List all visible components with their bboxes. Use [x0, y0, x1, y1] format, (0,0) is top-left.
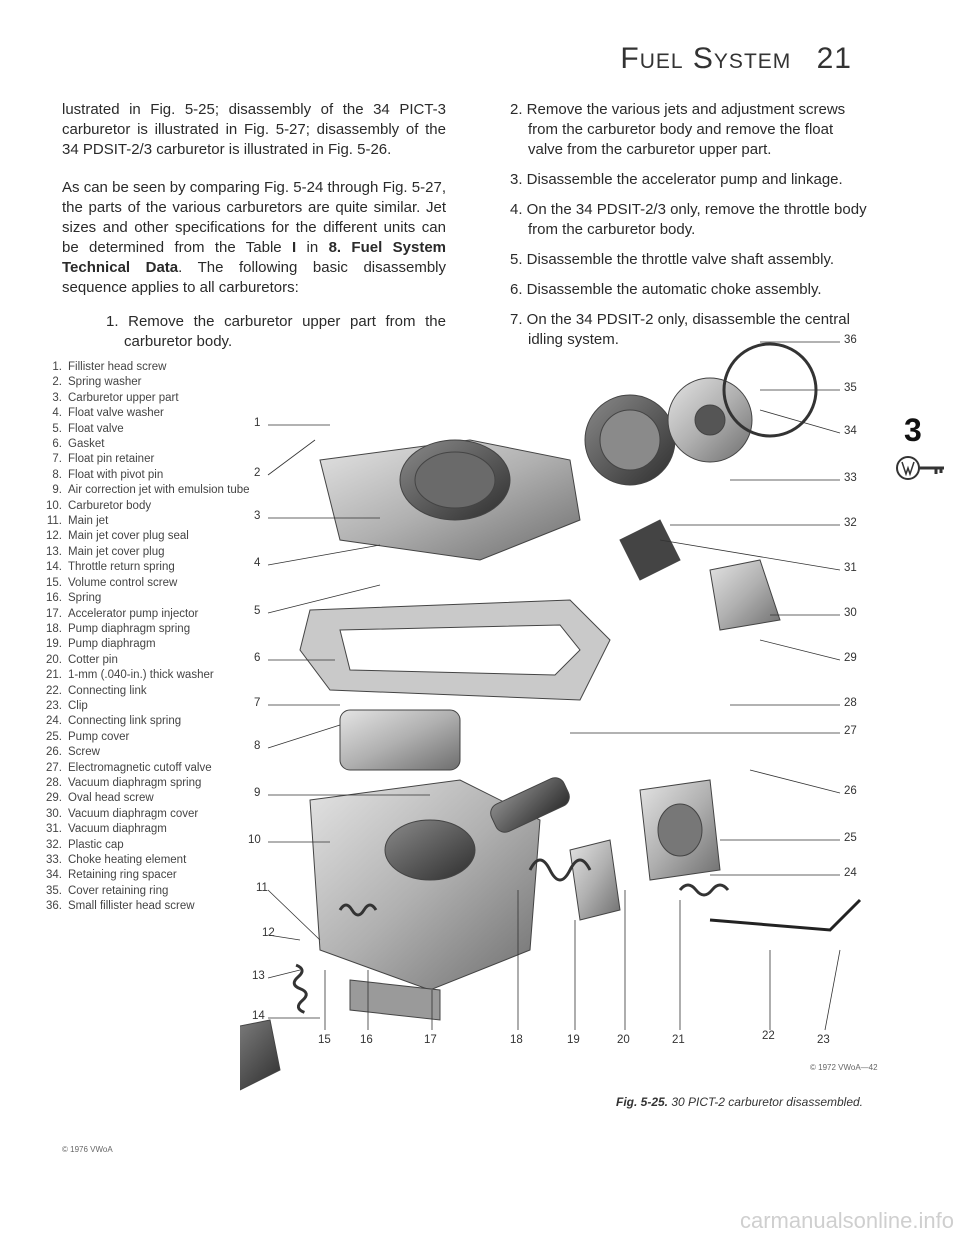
- legend-item-number: 6.: [52, 438, 62, 451]
- legend-item-label: Screw: [68, 746, 100, 759]
- legend-item-label: Accelerator pump injector: [68, 607, 199, 620]
- callout-6: 6: [254, 652, 261, 664]
- legend-item-number: 18.: [46, 622, 62, 635]
- callout-1: 1: [254, 417, 261, 429]
- callout-36: 36: [844, 334, 857, 346]
- table-reference: I: [291, 239, 297, 256]
- legend-item-number: 22.: [46, 684, 62, 697]
- legend-item-label: Float with pivot pin: [68, 468, 164, 481]
- legend-item: [40, 514, 250, 529]
- callout-18: 18: [510, 1034, 523, 1046]
- left-column: [62, 100, 446, 366]
- legend-item-label: Main jet: [68, 515, 109, 528]
- callout-24: 24: [844, 867, 857, 879]
- legend-item-label: Electromagnetic cutoff valve: [68, 761, 212, 774]
- legend-item-number: 10.: [46, 499, 62, 512]
- legend-item-label: Volume control screw: [68, 576, 178, 589]
- legend-item-label: Choke heating element: [68, 854, 187, 866]
- callout-34: 34: [844, 425, 857, 437]
- section-tab: [896, 412, 946, 492]
- legend-item: [40, 899, 250, 914]
- legend-item-number: 3.: [52, 391, 62, 404]
- page-number: 21: [816, 42, 852, 75]
- callout-8: 8: [254, 740, 261, 752]
- legend-item-label: Spring: [68, 592, 102, 605]
- legend-item: [40, 499, 250, 514]
- legend-item-number: 30.: [46, 807, 62, 820]
- legend-item: [40, 545, 250, 560]
- legend-item-label: Cotter pin: [68, 653, 118, 666]
- legend-item-number: 26.: [46, 746, 62, 759]
- legend-item-label: Vacuum diaphragm cover: [68, 807, 199, 820]
- legend-item: [40, 868, 250, 883]
- legend-item-label: Carburetor upper part: [68, 391, 179, 404]
- legend-item: [40, 791, 250, 806]
- legend-item: [40, 653, 250, 668]
- section-tab-number: 3: [904, 412, 922, 448]
- legend-item-label: Spring washer: [68, 376, 142, 389]
- legend-item: [40, 714, 250, 729]
- parts-legend: [40, 360, 250, 915]
- parts-legend-list: [40, 360, 250, 915]
- section-reference: 8. Fuel System Technical Data: [62, 239, 446, 276]
- legend-item: [40, 745, 250, 760]
- legend-item-number: 8.: [52, 468, 62, 481]
- callout-30: 30: [844, 607, 857, 619]
- callout-27: 27: [844, 725, 857, 737]
- legend-item-label: Vacuum diaphragm: [68, 823, 167, 836]
- legend-item-label: Pump diaphragm: [68, 638, 156, 651]
- callout-22: 22: [762, 1030, 775, 1042]
- step-5: 5. Disassemble the throttle valve shaft assembly.: [510, 251, 835, 268]
- callout-10: 10: [248, 834, 261, 846]
- callout-26: 26: [844, 785, 857, 797]
- callout-4: 4: [254, 557, 261, 569]
- callout-11: 11: [256, 882, 268, 894]
- intro-paragraph: lustrated in Fig. 5-25; disassembly of the 34 PICT-3 carburetor is illustrated in Fig. 5-27; disassembly of the 34 PDSIT-2/3 carburetor is illustrated in Fig. 5-26.: [62, 101, 446, 158]
- legend-item: [40, 838, 250, 853]
- vacuum-diaphragm: [620, 520, 680, 580]
- legend-item-label: Cover retaining ring: [68, 884, 169, 897]
- legend-item-label: Float pin retainer: [68, 453, 155, 466]
- pump-diaphragm: [570, 840, 620, 920]
- legend-item-number: 28.: [46, 776, 62, 789]
- callout-19: 19: [567, 1034, 580, 1046]
- legend-item: [40, 684, 250, 699]
- callout-17: 17: [424, 1034, 437, 1046]
- step-1: 1. Remove the carburetor upper part from the carburetor body.: [106, 313, 446, 350]
- legend-item: [40, 730, 250, 745]
- callout-25: 25: [844, 832, 857, 844]
- legend-item: [40, 391, 250, 406]
- legend-item-number: 27.: [46, 761, 62, 774]
- legend-item: [40, 437, 250, 452]
- legend-item-label: Main jet cover plug seal: [68, 530, 189, 543]
- site-watermark: carmanualsonline.info: [739, 1208, 954, 1233]
- callout-3: 3: [254, 510, 261, 522]
- legend-item-number: 21.: [46, 669, 62, 682]
- legend-item-label: Main jet cover plug: [68, 545, 165, 558]
- right-column: [510, 100, 870, 360]
- throttle-lever: [240, 1020, 280, 1090]
- callout-14: 14: [252, 1010, 265, 1022]
- legend-item-label: Clip: [68, 699, 88, 712]
- legend-item-label: Plastic cap: [68, 838, 124, 851]
- legend-item-number: 20.: [46, 653, 62, 666]
- legend-item-number: 32.: [46, 838, 62, 851]
- callout-35: 35: [844, 382, 857, 394]
- exploded-diagram: [240, 330, 880, 1110]
- legend-item: [40, 406, 250, 421]
- callout-7: 7: [254, 697, 261, 709]
- legend-item-label: Connecting link spring: [68, 715, 182, 728]
- legend-item-label: Gasket: [68, 438, 105, 451]
- vacuum-diaphragm-cover: [710, 560, 780, 630]
- legend-item-number: 29.: [46, 792, 62, 805]
- legend-item-label: Connecting link: [68, 684, 147, 697]
- legend-item-number: 33.: [46, 854, 62, 866]
- callout-32: 32: [844, 517, 857, 529]
- legend-item-label: Carburetor body: [68, 499, 152, 512]
- callout-33: 33: [844, 472, 857, 484]
- legend-item: [40, 622, 250, 637]
- legend-item: [40, 591, 250, 606]
- vw-key-icon: [896, 450, 946, 490]
- connecting-link: [710, 900, 860, 930]
- callout-2: 2: [254, 467, 261, 479]
- legend-item-number: 34.: [46, 869, 62, 882]
- legend-item-number: 4.: [52, 407, 62, 420]
- legend-item-label: Float valve: [68, 422, 124, 435]
- legend-item-number: 25.: [46, 730, 62, 743]
- step-7: 7. On the 34 PDSIT-2 only, disassemble the central idling system.: [510, 311, 850, 348]
- legend-item: [40, 483, 250, 498]
- legend-item-label: Pump diaphragm spring: [68, 622, 191, 635]
- callout-31: 31: [844, 562, 857, 574]
- float: [340, 710, 460, 770]
- legend-item-number: 31.: [46, 823, 62, 836]
- callout-16: 16: [360, 1034, 373, 1046]
- legend-item-number: 7.: [52, 453, 62, 466]
- legend-item: [40, 452, 250, 467]
- legend-item-number: 16.: [46, 592, 62, 605]
- legend-item: [40, 807, 250, 822]
- step-4: 4. On the 34 PDSIT-2/3 only, remove the throttle body from the carburetor body.: [510, 201, 867, 238]
- legend-item-number: 19.: [46, 638, 62, 651]
- legend-item: [40, 637, 250, 652]
- legend-item-label: Float valve washer: [68, 407, 164, 420]
- step-2: 2. Remove the various jets and adjustment screws from the carburetor body and remove the float valve from the carburetor upper part.: [510, 101, 846, 158]
- legend-item-label: Oval head screw: [68, 792, 154, 805]
- legend-item-number: 35.: [46, 884, 62, 897]
- step-list: [510, 100, 870, 350]
- figure-copyright: © 1972 VWoA—42: [810, 1063, 878, 1072]
- callout-20: 20: [617, 1034, 630, 1046]
- legend-item-number: 15.: [46, 576, 62, 589]
- legend-item-number: 36.: [46, 900, 62, 913]
- legend-item: [40, 529, 250, 544]
- legend-item-number: 5.: [52, 422, 62, 435]
- legend-item: [40, 776, 250, 791]
- legend-item-number: 24.: [46, 715, 62, 728]
- legend-item: [40, 853, 250, 868]
- figure-caption-text: 30 PICT-2 carburetor disassembled.: [671, 1095, 864, 1109]
- section-title: Fuel System: [620, 42, 792, 75]
- legend-item-number: 1.: [52, 361, 62, 373]
- legend-item: [40, 468, 250, 483]
- figure-label: Fig. 5-25.: [616, 1095, 669, 1109]
- legend-item: [40, 360, 250, 375]
- legend-item: [40, 884, 250, 899]
- legend-item: [40, 422, 250, 437]
- legend-item-number: 17.: [46, 607, 62, 620]
- step-3: 3. Disassemble the accelerator pump and linkage.: [510, 171, 843, 188]
- legend-item-number: 14.: [46, 561, 62, 574]
- callout-15: 15: [318, 1034, 331, 1046]
- legend-item-label: Vacuum diaphragm spring: [68, 776, 202, 789]
- comparison-paragraph: As can be seen by comparing Fig. 5-24 through Fig. 5-27, the parts of the various carburetors are quite similar. Jet sizes and other specifications for the different units can be determined from the Table I in 8. Fuel System Technical Data. The following basic disassembly sequence applies to all carburetors:: [62, 179, 446, 296]
- callout-5: 5: [254, 605, 261, 617]
- callout-9: 9: [254, 787, 261, 799]
- legend-item-label: Air correction jet with emulsion tube: [68, 484, 250, 497]
- page-header: [620, 42, 852, 76]
- legend-item-number: 13.: [46, 545, 62, 558]
- figure-caption: [616, 1095, 863, 1109]
- carburetor-illustration: [240, 330, 880, 1110]
- legend-item: [40, 607, 250, 622]
- callout-28: 28: [844, 697, 857, 709]
- legend-item: [40, 560, 250, 575]
- legend-item-label: 1-mm (.040-in.) thick washer: [68, 669, 214, 682]
- callout-13: 13: [252, 970, 265, 982]
- legend-item-number: 2.: [52, 376, 62, 389]
- callout-12: 12: [262, 927, 275, 939]
- callout-23: 23: [817, 1034, 830, 1046]
- legend-item: [40, 822, 250, 837]
- legend-item-number: 23.: [46, 699, 62, 712]
- legend-item: [40, 699, 250, 714]
- callout-21: 21: [672, 1034, 685, 1046]
- page-copyright: © 1976 VWoA: [62, 1145, 113, 1154]
- legend-item-number: 12.: [46, 530, 62, 543]
- callout-29: 29: [844, 652, 857, 664]
- legend-item-label: Retaining ring spacer: [68, 869, 177, 882]
- legend-item-number: 9.: [52, 484, 62, 497]
- legend-item-label: Pump cover: [68, 730, 130, 743]
- legend-item-number: 11.: [46, 515, 62, 528]
- legend-item-label: Throttle return spring: [68, 561, 175, 574]
- legend-item: [40, 668, 250, 683]
- legend-item: [40, 761, 250, 776]
- legend-item-label: Small fillister head screw: [68, 900, 195, 913]
- legend-item-label: Fillister head screw: [68, 361, 167, 373]
- legend-item: [40, 375, 250, 390]
- step-6: 6. Disassemble the automatic choke assembly.: [510, 281, 822, 298]
- legend-item: [40, 576, 250, 591]
